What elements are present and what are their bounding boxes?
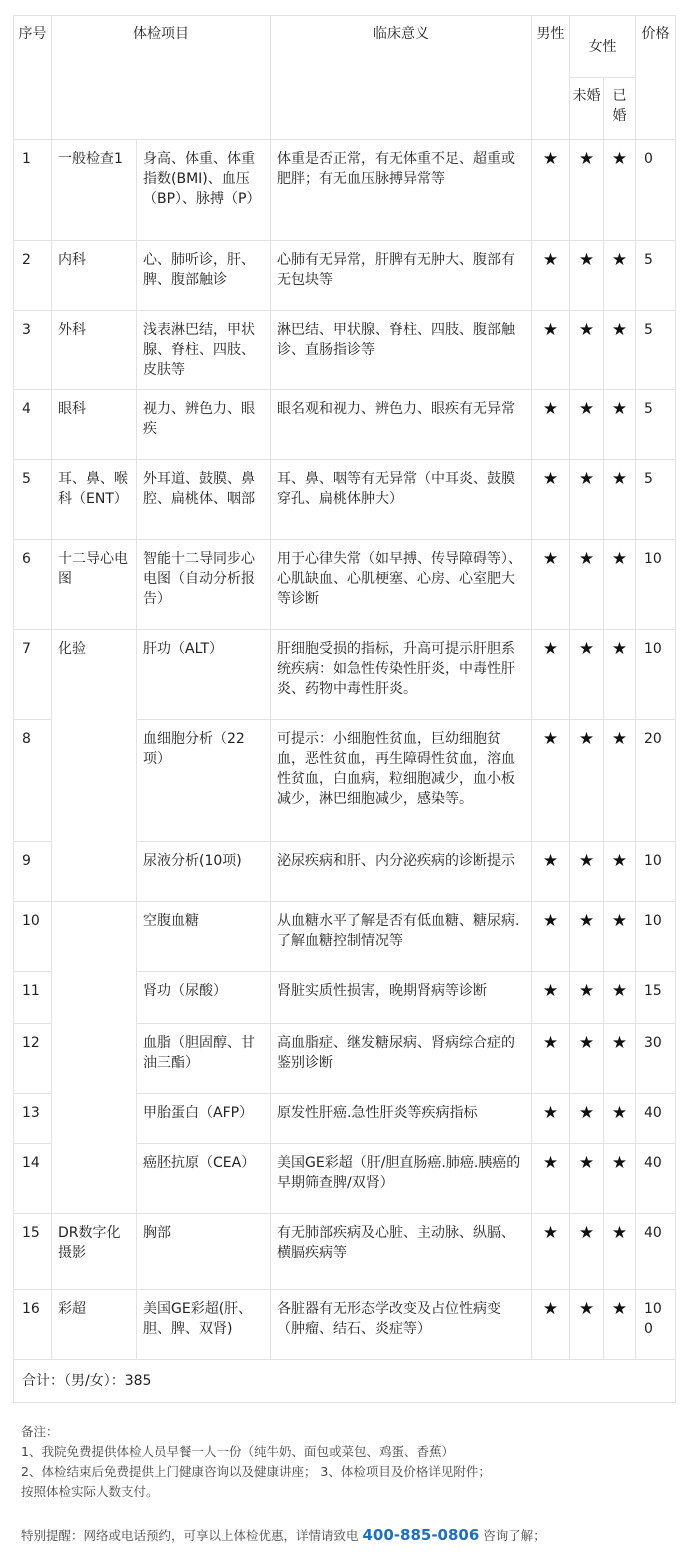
row-item: 癌胚抗原（CEA） bbox=[137, 1144, 271, 1214]
notes-title: 备注： bbox=[21, 1424, 59, 1439]
married-star-icon: ★ bbox=[604, 140, 636, 241]
row-item: 空腹血糖 bbox=[137, 902, 271, 972]
row-meaning: 淋巴结、甲状腺、脊柱、四肢、腹部触诊、直肠指诊等 bbox=[271, 311, 532, 390]
male-star-icon: ★ bbox=[532, 241, 570, 311]
table-row bbox=[14, 1214, 676, 1290]
married-star-icon: ★ bbox=[604, 902, 636, 972]
row-meaning: 可提示：小细胞性贫血，巨幼细胞贫血，恶性贫血，再生障碍性贫血，溶血性贫血，白血病，粒细胞减少，血小板减少，淋巴细胞减少，感染等。 bbox=[271, 720, 532, 842]
notes-line-1: 1、我院免费提供体检人员早餐一人一份（纯牛奶、面包或菜包、鸡蛋、香蕉） bbox=[21, 1444, 454, 1459]
table-row bbox=[14, 460, 676, 540]
unmarried-star-icon: ★ bbox=[570, 540, 604, 630]
header-item: 体检项目 bbox=[52, 16, 271, 140]
row-meaning: 心肺有无异常，肝脾有无肿大、腹部有无包块等 bbox=[271, 241, 532, 311]
row-meaning: 耳、鼻、咽等有无异常（中耳炎、鼓膜穿孔、扁桃体肿大） bbox=[271, 460, 532, 540]
row-number: 13 bbox=[14, 1094, 52, 1144]
row-category: 彩超 bbox=[52, 1290, 137, 1360]
married-star-icon: ★ bbox=[604, 1024, 636, 1094]
male-star-icon: ★ bbox=[532, 1024, 570, 1094]
row-category: 外科 bbox=[52, 311, 137, 390]
header-price: 价格 bbox=[636, 16, 676, 140]
male-star-icon: ★ bbox=[532, 972, 570, 1024]
table-row bbox=[14, 540, 676, 630]
unmarried-star-icon: ★ bbox=[570, 1214, 604, 1290]
row-price: 40 bbox=[636, 1214, 676, 1290]
married-star-icon: ★ bbox=[604, 1094, 636, 1144]
married-star-icon: ★ bbox=[604, 1144, 636, 1214]
row-category: 耳、鼻、喉科（ENT） bbox=[52, 460, 137, 540]
row-category: 十二导心电图 bbox=[52, 540, 137, 630]
row-meaning: 肝细胞受损的指标，升高可提示肝胆系统疾病：如急性传染性肝炎，中毒性肝炎、药物中毒性肝炎。 bbox=[271, 630, 532, 720]
unmarried-star-icon: ★ bbox=[570, 140, 604, 241]
row-item: 智能十二导同步心电图（自动分析报告） bbox=[137, 540, 271, 630]
married-star-icon: ★ bbox=[604, 390, 636, 460]
row-number: 5 bbox=[14, 460, 52, 540]
row-meaning: 体重是否正常，有无体重不足、超重或肥胖；有无血压脉搏异常等 bbox=[271, 140, 532, 241]
row-number: 3 bbox=[14, 311, 52, 390]
unmarried-star-icon: ★ bbox=[570, 1094, 604, 1144]
male-star-icon: ★ bbox=[532, 390, 570, 460]
married-star-icon: ★ bbox=[604, 460, 636, 540]
male-star-icon: ★ bbox=[532, 140, 570, 241]
row-meaning: 用于心律失常（如早搏、传导障碍等）、心肌缺血、心肌梗塞、心房、心室肥大等诊断 bbox=[271, 540, 532, 630]
male-star-icon: ★ bbox=[532, 1144, 570, 1214]
notes bbox=[21, 1422, 491, 1502]
special-reminder bbox=[21, 1526, 546, 1544]
row-item: 血脂（胆固醇、甘油三酯） bbox=[137, 1024, 271, 1094]
row-number: 4 bbox=[14, 390, 52, 460]
table-row bbox=[14, 140, 676, 241]
row-number: 16 bbox=[14, 1290, 52, 1360]
row-item: 胸部 bbox=[137, 1214, 271, 1290]
table-row bbox=[14, 311, 676, 390]
checkup-table bbox=[13, 15, 676, 1403]
unmarried-star-icon: ★ bbox=[570, 1144, 604, 1214]
unmarried-star-icon: ★ bbox=[570, 972, 604, 1024]
row-number: 9 bbox=[14, 842, 52, 902]
row-item: 美国GE彩超(肝、胆、脾、双肾) bbox=[137, 1290, 271, 1360]
table-row bbox=[14, 630, 676, 720]
row-category bbox=[52, 902, 137, 1214]
unmarried-star-icon: ★ bbox=[570, 460, 604, 540]
row-number: 14 bbox=[14, 1144, 52, 1214]
married-star-icon: ★ bbox=[604, 720, 636, 842]
row-price: 5 bbox=[636, 311, 676, 390]
row-meaning: 原发性肝癌.急性肝炎等疾病指标 bbox=[271, 1094, 532, 1144]
row-category: DR数字化摄影 bbox=[52, 1214, 137, 1290]
row-price: 10 bbox=[636, 842, 676, 902]
row-number: 7 bbox=[14, 630, 52, 720]
row-category: 内科 bbox=[52, 241, 137, 311]
row-price: 15 bbox=[636, 972, 676, 1024]
married-star-icon: ★ bbox=[604, 1214, 636, 1290]
unmarried-star-icon: ★ bbox=[570, 1024, 604, 1094]
table-row bbox=[14, 902, 676, 972]
row-number: 1 bbox=[14, 140, 52, 241]
row-number: 12 bbox=[14, 1024, 52, 1094]
row-meaning: 从血糖水平了解是否有低血糖、糖尿病.了解血糖控制情况等 bbox=[271, 902, 532, 972]
male-star-icon: ★ bbox=[532, 902, 570, 972]
table-row bbox=[14, 1290, 676, 1360]
married-star-icon: ★ bbox=[604, 972, 636, 1024]
row-item: 外耳道、鼓膜、鼻腔、扁桃体、咽部 bbox=[137, 460, 271, 540]
row-number: 6 bbox=[14, 540, 52, 630]
row-meaning: 高血脂症、继发糖尿病、肾病综合症的鉴别诊断 bbox=[271, 1024, 532, 1094]
row-price: 30 bbox=[636, 1024, 676, 1094]
row-item: 肾功（尿酸） bbox=[137, 972, 271, 1024]
row-price: 10 bbox=[636, 902, 676, 972]
reminder-suffix: 咨询了解； bbox=[479, 1528, 546, 1543]
male-star-icon: ★ bbox=[532, 1094, 570, 1144]
table-row bbox=[14, 390, 676, 460]
unmarried-star-icon: ★ bbox=[570, 842, 604, 902]
notes-line-3: 按照体检实际人数支付。 bbox=[21, 1484, 159, 1499]
total-row: 合计：（男/女）：385 bbox=[14, 1360, 676, 1403]
row-meaning: 各脏器有无形态学改变及占位性病变（肿瘤、结石、炎症等） bbox=[271, 1290, 532, 1360]
male-star-icon: ★ bbox=[532, 460, 570, 540]
row-price: 5 bbox=[636, 460, 676, 540]
row-number: 2 bbox=[14, 241, 52, 311]
row-category: 一般检查1 bbox=[52, 140, 137, 241]
unmarried-star-icon: ★ bbox=[570, 311, 604, 390]
row-item: 血细胞分析（22项） bbox=[137, 720, 271, 842]
unmarried-star-icon: ★ bbox=[570, 1290, 604, 1360]
row-meaning: 有无肺部疾病及心脏、主动脉、纵膈、横膈疾病等 bbox=[271, 1214, 532, 1290]
header-male: 男性 bbox=[532, 16, 570, 140]
row-meaning: 泌尿疾病和肝、内分泌疾病的诊断提示 bbox=[271, 842, 532, 902]
unmarried-star-icon: ★ bbox=[570, 241, 604, 311]
row-item: 浅表淋巴结，甲状腺、脊柱、四肢、皮肤等 bbox=[137, 311, 271, 390]
phone-number[interactable]: 400-885-0806 bbox=[362, 1526, 480, 1544]
row-price: 20 bbox=[636, 720, 676, 842]
row-item: 肝功（ALT） bbox=[137, 630, 271, 720]
married-star-icon: ★ bbox=[604, 630, 636, 720]
male-star-icon: ★ bbox=[532, 630, 570, 720]
unmarried-star-icon: ★ bbox=[570, 720, 604, 842]
married-star-icon: ★ bbox=[604, 842, 636, 902]
row-item: 身高、体重、体重指数(BMI)、血压（BP）、脉搏（P） bbox=[137, 140, 271, 241]
male-star-icon: ★ bbox=[532, 842, 570, 902]
row-number: 8 bbox=[14, 720, 52, 842]
row-item: 尿液分析(10项) bbox=[137, 842, 271, 902]
row-price: 5 bbox=[636, 241, 676, 311]
row-number: 15 bbox=[14, 1214, 52, 1290]
male-star-icon: ★ bbox=[532, 1214, 570, 1290]
married-star-icon: ★ bbox=[604, 540, 636, 630]
male-star-icon: ★ bbox=[532, 311, 570, 390]
married-star-icon: ★ bbox=[604, 1290, 636, 1360]
row-price: 40 bbox=[636, 1094, 676, 1144]
row-category: 眼科 bbox=[52, 390, 137, 460]
row-price: 5 bbox=[636, 390, 676, 460]
row-item: 甲胎蛋白（AFP） bbox=[137, 1094, 271, 1144]
header-female: 女性 bbox=[570, 16, 636, 78]
row-item: 视力、辨色力、眼疾 bbox=[137, 390, 271, 460]
row-number: 10 bbox=[14, 902, 52, 972]
reminder-prefix: 特别提醒：网络或电话预约，可享以上体检优惠，详情请致电 bbox=[21, 1528, 363, 1543]
row-number: 11 bbox=[14, 972, 52, 1024]
row-price: 0 bbox=[636, 140, 676, 241]
married-star-icon: ★ bbox=[604, 311, 636, 390]
row-item: 心、肺听诊，肝、脾、腹部触诊 bbox=[137, 241, 271, 311]
male-star-icon: ★ bbox=[532, 1290, 570, 1360]
row-meaning: 美国GE彩超（肝/胆直肠癌.肺癌.胰癌的早期筛查脾/双肾） bbox=[271, 1144, 532, 1214]
notes-line-2: 2、体检结束后免费提供上门健康咨询以及健康讲座； 3、体检项目及价格详见附件； bbox=[21, 1464, 491, 1479]
married-star-icon: ★ bbox=[604, 241, 636, 311]
row-meaning: 眼名观和视力、辨色力、眼疾有无异常 bbox=[271, 390, 532, 460]
row-price: 10 bbox=[636, 630, 676, 720]
table-body bbox=[14, 140, 676, 1360]
row-price: 100 bbox=[636, 1290, 676, 1360]
header-seq: 序号 bbox=[14, 16, 52, 140]
row-price: 40 bbox=[636, 1144, 676, 1214]
unmarried-star-icon: ★ bbox=[570, 390, 604, 460]
header-meaning: 临床意义 bbox=[271, 16, 532, 140]
male-star-icon: ★ bbox=[532, 540, 570, 630]
table-row bbox=[14, 241, 676, 311]
unmarried-star-icon: ★ bbox=[570, 630, 604, 720]
male-star-icon: ★ bbox=[532, 720, 570, 842]
row-category: 化验 bbox=[52, 630, 137, 902]
row-meaning: 肾脏实质性损害，晚期肾病等诊断 bbox=[271, 972, 532, 1024]
row-price: 10 bbox=[636, 540, 676, 630]
header-unmarried: 未婚 bbox=[570, 78, 604, 140]
unmarried-star-icon: ★ bbox=[570, 902, 604, 972]
header-married: 已婚 bbox=[604, 78, 636, 140]
